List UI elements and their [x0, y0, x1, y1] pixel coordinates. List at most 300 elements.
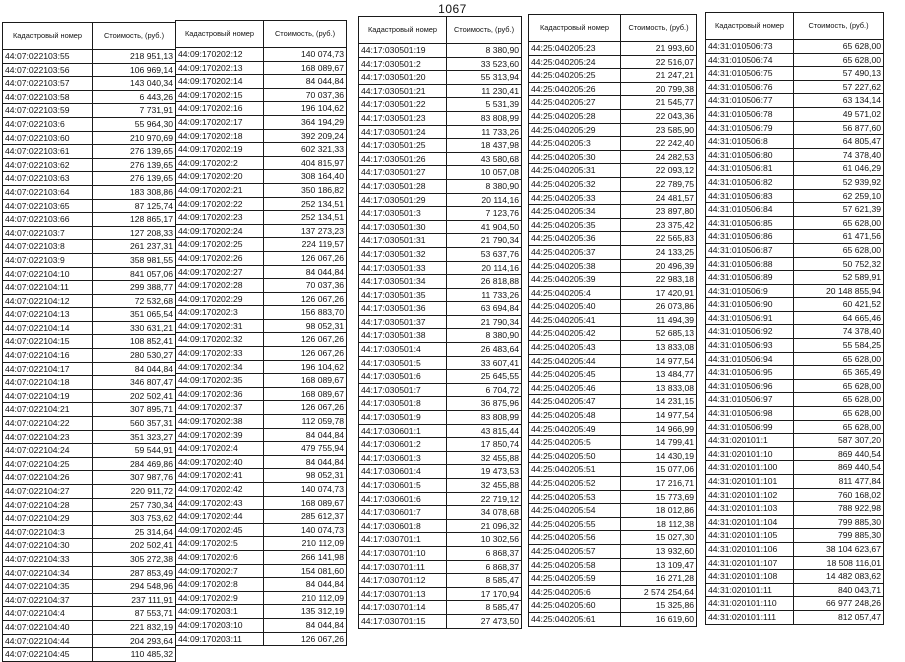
cost-cell: 135 312,19 — [264, 605, 347, 619]
cost-cell: 799 885,30 — [794, 515, 884, 529]
cost-cell: 127 208,33 — [93, 226, 176, 240]
table-row — [529, 449, 697, 463]
cadastral-number-cell: 44:31:010506:9 — [706, 284, 794, 298]
cadastral-number-cell: 44:17:030501:27 — [359, 166, 447, 180]
cadastral-number-cell: 44:07:022104:26 — [3, 471, 93, 485]
cadastral-number-cell: 44:09:170202:2 — [176, 156, 264, 170]
cadastral-number-cell: 44:31:010506:86 — [706, 230, 794, 244]
table-row — [359, 601, 522, 615]
cadastral-number-cell: 44:17:030701:14 — [359, 601, 447, 615]
cost-cell: 72 532,68 — [93, 294, 176, 308]
cost-cell: 53 637,76 — [447, 247, 522, 261]
table-header-row — [3, 23, 176, 50]
cost-cell: 11 230,41 — [447, 84, 522, 98]
table-row — [176, 279, 347, 293]
cost-cell: 20 114,16 — [447, 193, 522, 207]
cost-cell: 14 966,99 — [621, 422, 697, 436]
table-row — [359, 166, 522, 180]
cadastral-number-cell: 44:09:170202:22 — [176, 197, 264, 211]
table-row — [359, 438, 522, 452]
cadastral-number-cell: 44:17:030501:31 — [359, 234, 447, 248]
table-row — [359, 465, 522, 479]
cost-cell: 140 074,73 — [264, 523, 347, 537]
cadastral-number-cell: 44:17:030501:26 — [359, 152, 447, 166]
cadastral-number-cell: 44:25:040205:26 — [529, 82, 621, 96]
cadastral-number-cell: 44:31:010506:97 — [706, 393, 794, 407]
cost-cell: 168 089,67 — [264, 374, 347, 388]
cadastral-number-cell: 44:09:170202:9 — [176, 591, 264, 605]
column-header-cost: Стоимость, (руб.) — [794, 13, 884, 40]
table-row — [529, 137, 697, 151]
cost-cell: 140 074,73 — [264, 483, 347, 497]
cost-cell: 276 139,65 — [93, 158, 176, 172]
table-row — [3, 607, 176, 621]
cost-cell: 65 628,00 — [794, 243, 884, 257]
table-row — [176, 183, 347, 197]
cadastral-number-cell: 44:17:030501:25 — [359, 139, 447, 153]
cadastral-number-cell: 44:07:022103:55 — [3, 50, 93, 64]
cadastral-number-cell: 44:25:040205:43 — [529, 341, 621, 355]
table-row — [359, 247, 522, 261]
cost-cell: 252 134,51 — [264, 211, 347, 225]
column-header-cost: Стоимость, (руб.) — [264, 21, 347, 48]
table-row — [359, 288, 522, 302]
cadastral-number-cell: 44:31:010506:8 — [706, 135, 794, 149]
cost-cell: 8 585,47 — [447, 601, 522, 615]
cost-cell: 126 067,26 — [264, 292, 347, 306]
cost-cell: 303 753,62 — [93, 512, 176, 526]
table-row — [176, 605, 347, 619]
cost-cell: 21 545,77 — [621, 96, 697, 110]
cost-cell: 65 628,00 — [794, 407, 884, 421]
table-row — [359, 614, 522, 628]
cost-cell: 392 209,24 — [264, 129, 347, 143]
table-row — [359, 533, 522, 547]
cost-cell: 24 282,53 — [621, 150, 697, 164]
table-row — [706, 107, 884, 121]
cost-cell: 15 325,86 — [621, 599, 697, 613]
cadastral-number-cell: 44:07:022104:34 — [3, 566, 93, 580]
cost-cell: 252 134,51 — [264, 197, 347, 211]
cost-cell: 23 375,42 — [621, 218, 697, 232]
cadastral-number-cell: 44:09:170202:7 — [176, 564, 264, 578]
cost-cell: 560 357,31 — [93, 417, 176, 431]
cadastral-number-cell: 44:09:170202:35 — [176, 374, 264, 388]
cost-cell: 128 865,17 — [93, 213, 176, 227]
column-header-cost: Стоимость, (руб.) — [93, 23, 176, 50]
table-row — [359, 193, 522, 207]
cost-cell: 62 259,10 — [794, 189, 884, 203]
table-row — [359, 424, 522, 438]
cost-cell: 276 139,65 — [93, 145, 176, 159]
cost-cell: 869 440,54 — [794, 447, 884, 461]
cadastral-number-cell: 44:07:022103:59 — [3, 104, 93, 118]
table-row — [706, 230, 884, 244]
cadastral-number-cell: 44:09:170202:18 — [176, 129, 264, 143]
cost-cell: 22 983,18 — [621, 273, 697, 287]
table-header-row — [359, 17, 522, 44]
cadastral-number-cell: 44:17:030501:2 — [359, 57, 447, 71]
table-row — [176, 469, 347, 483]
table-row — [3, 77, 176, 91]
table-row — [706, 570, 884, 584]
cadastral-number-cell: 44:31:010506:81 — [706, 162, 794, 176]
cadastral-number-cell: 44:25:040205:52 — [529, 477, 621, 491]
cost-cell: 811 477,84 — [794, 475, 884, 489]
cadastral-number-cell: 44:31:020101:1 — [706, 434, 794, 448]
cost-cell: 287 853,49 — [93, 566, 176, 580]
cost-cell: 143 040,34 — [93, 77, 176, 91]
table-row — [359, 261, 522, 275]
cost-cell: 14 977,54 — [621, 409, 697, 423]
cadastral-number-cell: 44:25:040205:50 — [529, 449, 621, 463]
cost-cell: 8 585,47 — [447, 574, 522, 588]
table-row — [3, 294, 176, 308]
table-row — [176, 48, 347, 62]
cost-cell: 364 194,29 — [264, 115, 347, 129]
table-row — [176, 374, 347, 388]
cost-cell: 87 125,74 — [93, 199, 176, 213]
table-row — [3, 580, 176, 594]
table-row — [3, 267, 176, 281]
cadastral-number-cell: 44:17:030501:32 — [359, 247, 447, 261]
cadastral-number-cell: 44:31:010506:92 — [706, 325, 794, 339]
cadastral-number-cell: 44:17:030501:28 — [359, 179, 447, 193]
cost-cell: 16 271,28 — [621, 572, 697, 586]
cadastral-number-cell: 44:25:040205:31 — [529, 164, 621, 178]
cost-cell: 18 012,86 — [621, 504, 697, 518]
table-row — [706, 53, 884, 67]
cost-cell: 38 104 623,67 — [794, 542, 884, 556]
cadastral-number-cell: 44:07:022104:16 — [3, 349, 93, 363]
cost-cell: 22 242,40 — [621, 137, 697, 151]
table-row — [706, 542, 884, 556]
cost-cell: 17 420,91 — [621, 286, 697, 300]
table-row — [176, 88, 347, 102]
cadastral-number-cell: 44:17:030501:36 — [359, 302, 447, 316]
cost-cell: 41 904,50 — [447, 220, 522, 234]
cost-cell: 276 139,65 — [93, 172, 176, 186]
cadastral-number-cell: 44:25:040205:5 — [529, 436, 621, 450]
table-row — [706, 121, 884, 135]
table-row — [359, 139, 522, 153]
cost-cell: 110 485,32 — [93, 648, 176, 662]
cost-cell: 869 440,54 — [794, 461, 884, 475]
table-header-row — [706, 13, 884, 40]
cost-cell: 17 216,71 — [621, 477, 697, 491]
table-row — [529, 177, 697, 191]
table-row — [706, 216, 884, 230]
cadastral-number-cell: 44:25:040205:27 — [529, 96, 621, 110]
table-row — [706, 488, 884, 502]
table-row — [359, 587, 522, 601]
table-row — [706, 461, 884, 475]
cadastral-number-cell: 44:07:022104:27 — [3, 485, 93, 499]
table-row — [3, 403, 176, 417]
cost-cell: 64 665,46 — [794, 311, 884, 325]
cost-cell: 168 089,67 — [264, 496, 347, 510]
cadastral-number-cell: 44:25:040205:24 — [529, 55, 621, 69]
cadastral-number-cell: 44:07:022103:8 — [3, 240, 93, 254]
cadastral-number-cell: 44:25:040205:46 — [529, 381, 621, 395]
cost-cell: 350 186,82 — [264, 183, 347, 197]
cadastral-number-cell: 44:31:010506:78 — [706, 107, 794, 121]
table-row — [176, 401, 347, 415]
cost-cell: 84 044,84 — [264, 265, 347, 279]
cost-cell: 63 694,84 — [447, 302, 522, 316]
table-row — [176, 170, 347, 184]
table-row — [176, 129, 347, 143]
cadastral-number-cell: 44:31:020101:106 — [706, 542, 794, 556]
cost-cell: 56 877,60 — [794, 121, 884, 135]
column-header-cost: Стоимость, (руб.) — [621, 15, 697, 42]
cadastral-number-cell: 44:09:170202:36 — [176, 387, 264, 401]
cost-cell: 305 272,38 — [93, 552, 176, 566]
cadastral-number-cell: 44:09:170202:26 — [176, 251, 264, 265]
cost-cell: 210 112,09 — [264, 537, 347, 551]
cadastral-number-cell: 44:25:040205:54 — [529, 504, 621, 518]
cadastral-number-cell: 44:17:030601:8 — [359, 519, 447, 533]
cost-cell: 10 302,56 — [447, 533, 522, 547]
cost-cell: 108 852,41 — [93, 335, 176, 349]
cost-cell: 404 815,97 — [264, 156, 347, 170]
table-row — [529, 109, 697, 123]
cadastral-number-cell: 44:09:170202:24 — [176, 224, 264, 238]
table-row — [706, 311, 884, 325]
cadastral-number-cell: 44:07:022104:29 — [3, 512, 93, 526]
table-row — [529, 191, 697, 205]
table-row — [529, 354, 697, 368]
cadastral-table-5 — [705, 12, 884, 625]
cadastral-number-cell: 44:17:030601:6 — [359, 492, 447, 506]
cadastral-number-cell: 44:31:020101:107 — [706, 556, 794, 570]
cadastral-number-cell: 44:09:170202:15 — [176, 88, 264, 102]
table-row — [359, 397, 522, 411]
cost-cell: 70 037,36 — [264, 279, 347, 293]
cadastral-number-cell: 44:07:022103:58 — [3, 90, 93, 104]
table-row — [176, 156, 347, 170]
cadastral-number-cell: 44:25:040205:36 — [529, 232, 621, 246]
table-row — [529, 123, 697, 137]
cadastral-number-cell: 44:07:022103:63 — [3, 172, 93, 186]
table-row — [176, 61, 347, 75]
cadastral-number-cell: 44:09:170202:25 — [176, 238, 264, 252]
table-row — [3, 185, 176, 199]
table-row — [529, 517, 697, 531]
table-row — [3, 145, 176, 159]
cadastral-number-cell: 44:31:010506:88 — [706, 257, 794, 271]
cadastral-number-cell: 44:25:040205:37 — [529, 245, 621, 259]
cadastral-number-cell: 44:07:022104:45 — [3, 648, 93, 662]
cost-cell: 284 469,86 — [93, 457, 176, 471]
cadastral-number-cell: 44:07:022103:6 — [3, 117, 93, 131]
cost-cell: 84 044,84 — [264, 578, 347, 592]
table-row — [529, 218, 697, 232]
cadastral-number-cell: 44:09:170202:42 — [176, 483, 264, 497]
cadastral-number-cell: 44:09:170202:40 — [176, 455, 264, 469]
cadastral-number-cell: 44:31:010506:87 — [706, 243, 794, 257]
table-row — [176, 102, 347, 116]
cost-cell: 57 621,39 — [794, 203, 884, 217]
cadastral-number-cell: 44:25:040205:57 — [529, 544, 621, 558]
table-row — [529, 477, 697, 491]
table-row — [529, 395, 697, 409]
table-row — [3, 389, 176, 403]
table-row — [529, 55, 697, 69]
cost-cell: 307 987,76 — [93, 471, 176, 485]
table-row — [529, 422, 697, 436]
cost-cell: 15 027,30 — [621, 531, 697, 545]
table-row — [706, 257, 884, 271]
cost-cell: 204 293,64 — [93, 634, 176, 648]
table-row — [706, 148, 884, 162]
cost-cell: 65 628,00 — [794, 393, 884, 407]
cost-cell: 52 589,91 — [794, 271, 884, 285]
table-row — [3, 362, 176, 376]
cost-cell: 8 380,90 — [447, 44, 522, 58]
table-row — [3, 50, 176, 64]
table-row — [706, 434, 884, 448]
cadastral-number-cell: 44:07:022104:24 — [3, 444, 93, 458]
cost-cell: 8 380,90 — [447, 179, 522, 193]
table-row — [529, 42, 697, 56]
cost-cell: 34 078,68 — [447, 506, 522, 520]
table-row — [706, 352, 884, 366]
cost-cell: 266 141,98 — [264, 550, 347, 564]
cadastral-number-cell: 44:31:010506:90 — [706, 298, 794, 312]
cost-cell: 84 044,84 — [264, 455, 347, 469]
cadastral-number-cell: 44:25:040205:3 — [529, 137, 621, 151]
cost-cell: 126 067,26 — [264, 347, 347, 361]
cadastral-number-cell: 44:25:040205:6 — [529, 585, 621, 599]
cost-cell: 57 490,13 — [794, 67, 884, 81]
cost-cell: 156 883,70 — [264, 306, 347, 320]
cost-cell: 74 378,40 — [794, 148, 884, 162]
cost-cell: 22 043,36 — [621, 109, 697, 123]
cost-cell: 840 043,71 — [794, 583, 884, 597]
table-row — [3, 634, 176, 648]
table-row — [706, 556, 884, 570]
cost-cell: 7 123,76 — [447, 207, 522, 221]
table-row — [3, 253, 176, 267]
cost-cell: 14 977,54 — [621, 354, 697, 368]
cadastral-number-cell: 44:07:022104:4 — [3, 607, 93, 621]
cadastral-number-cell: 44:25:040205:58 — [529, 558, 621, 572]
table-row — [176, 211, 347, 225]
cost-cell: 261 237,31 — [93, 240, 176, 254]
table-row — [359, 479, 522, 493]
cadastral-number-cell: 44:25:040205:53 — [529, 490, 621, 504]
cadastral-number-cell: 44:25:040205:39 — [529, 273, 621, 287]
cadastral-number-cell: 44:17:030601:1 — [359, 424, 447, 438]
cost-cell: 2 574 254,64 — [621, 585, 697, 599]
cadastral-number-cell: 44:07:022104:35 — [3, 580, 93, 594]
table-row — [529, 381, 697, 395]
table-row — [359, 179, 522, 193]
table-row — [529, 327, 697, 341]
cost-cell: 479 755,94 — [264, 442, 347, 456]
cost-cell: 26 073,86 — [621, 300, 697, 314]
table-row — [706, 80, 884, 94]
cadastral-number-cell: 44:07:022104:21 — [3, 403, 93, 417]
cost-cell: 168 089,67 — [264, 387, 347, 401]
table-row — [176, 238, 347, 252]
table-row — [529, 313, 697, 327]
cadastral-number-cell: 44:25:040205:45 — [529, 368, 621, 382]
cost-cell: 65 628,00 — [794, 420, 884, 434]
cost-cell: 16 619,60 — [621, 612, 697, 626]
cadastral-table-1 — [2, 22, 176, 662]
table-row — [3, 240, 176, 254]
cost-cell: 55 584,25 — [794, 339, 884, 353]
table-row — [359, 560, 522, 574]
table-row — [359, 111, 522, 125]
cadastral-number-cell: 44:25:040205:25 — [529, 69, 621, 83]
table-row — [3, 281, 176, 295]
cadastral-number-cell: 44:09:170202:45 — [176, 523, 264, 537]
table-row — [706, 284, 884, 298]
cadastral-number-cell: 44:25:040205:49 — [529, 422, 621, 436]
cadastral-number-cell: 44:31:020101:102 — [706, 488, 794, 502]
cadastral-number-cell: 44:25:040205:61 — [529, 612, 621, 626]
table-row — [529, 368, 697, 382]
table-row — [176, 618, 347, 632]
cost-cell: 65 628,00 — [794, 53, 884, 67]
cadastral-number-cell: 44:31:010506:80 — [706, 148, 794, 162]
cost-cell: 15 077,06 — [621, 463, 697, 477]
cost-cell: 57 227,62 — [794, 80, 884, 94]
cost-cell: 98 052,31 — [264, 469, 347, 483]
table-row — [176, 510, 347, 524]
cost-cell: 220 911,72 — [93, 485, 176, 499]
cost-cell: 788 922,98 — [794, 502, 884, 516]
table-row — [3, 131, 176, 145]
cadastral-number-cell: 44:17:030501:33 — [359, 261, 447, 275]
cost-cell: 8 380,90 — [447, 329, 522, 343]
cadastral-number-cell: 44:07:022103:60 — [3, 131, 93, 145]
table-row — [706, 366, 884, 380]
cost-cell: 812 057,47 — [794, 610, 884, 624]
table-row — [359, 71, 522, 85]
cost-cell: 84 044,84 — [93, 362, 176, 376]
cost-cell: 13 932,60 — [621, 544, 697, 558]
table-row — [359, 411, 522, 425]
table-row — [359, 302, 522, 316]
cost-cell: 21 993,60 — [621, 42, 697, 56]
cadastral-number-cell: 44:17:030501:19 — [359, 44, 447, 58]
cost-cell: 137 273,23 — [264, 224, 347, 238]
cadastral-number-cell: 44:31:020101:103 — [706, 502, 794, 516]
table-row — [3, 321, 176, 335]
cadastral-number-cell: 44:07:022104:3 — [3, 525, 93, 539]
table-row — [706, 529, 884, 543]
table-row — [529, 150, 697, 164]
table-row — [359, 98, 522, 112]
cost-cell: 126 067,26 — [264, 333, 347, 347]
cadastral-number-cell: 44:09:170202:23 — [176, 211, 264, 225]
cost-cell: 84 044,84 — [264, 75, 347, 89]
cost-cell: 841 057,06 — [93, 267, 176, 281]
cost-cell: 126 067,26 — [264, 632, 347, 646]
cost-cell: 23 585,90 — [621, 123, 697, 137]
table-row — [3, 485, 176, 499]
cadastral-number-cell: 44:31:020101:11 — [706, 583, 794, 597]
cadastral-number-cell: 44:31:010506:82 — [706, 175, 794, 189]
cadastral-number-cell: 44:07:022103:62 — [3, 158, 93, 172]
cadastral-number-cell: 44:07:022104:10 — [3, 267, 93, 281]
table-row — [529, 585, 697, 599]
table-row — [706, 67, 884, 81]
